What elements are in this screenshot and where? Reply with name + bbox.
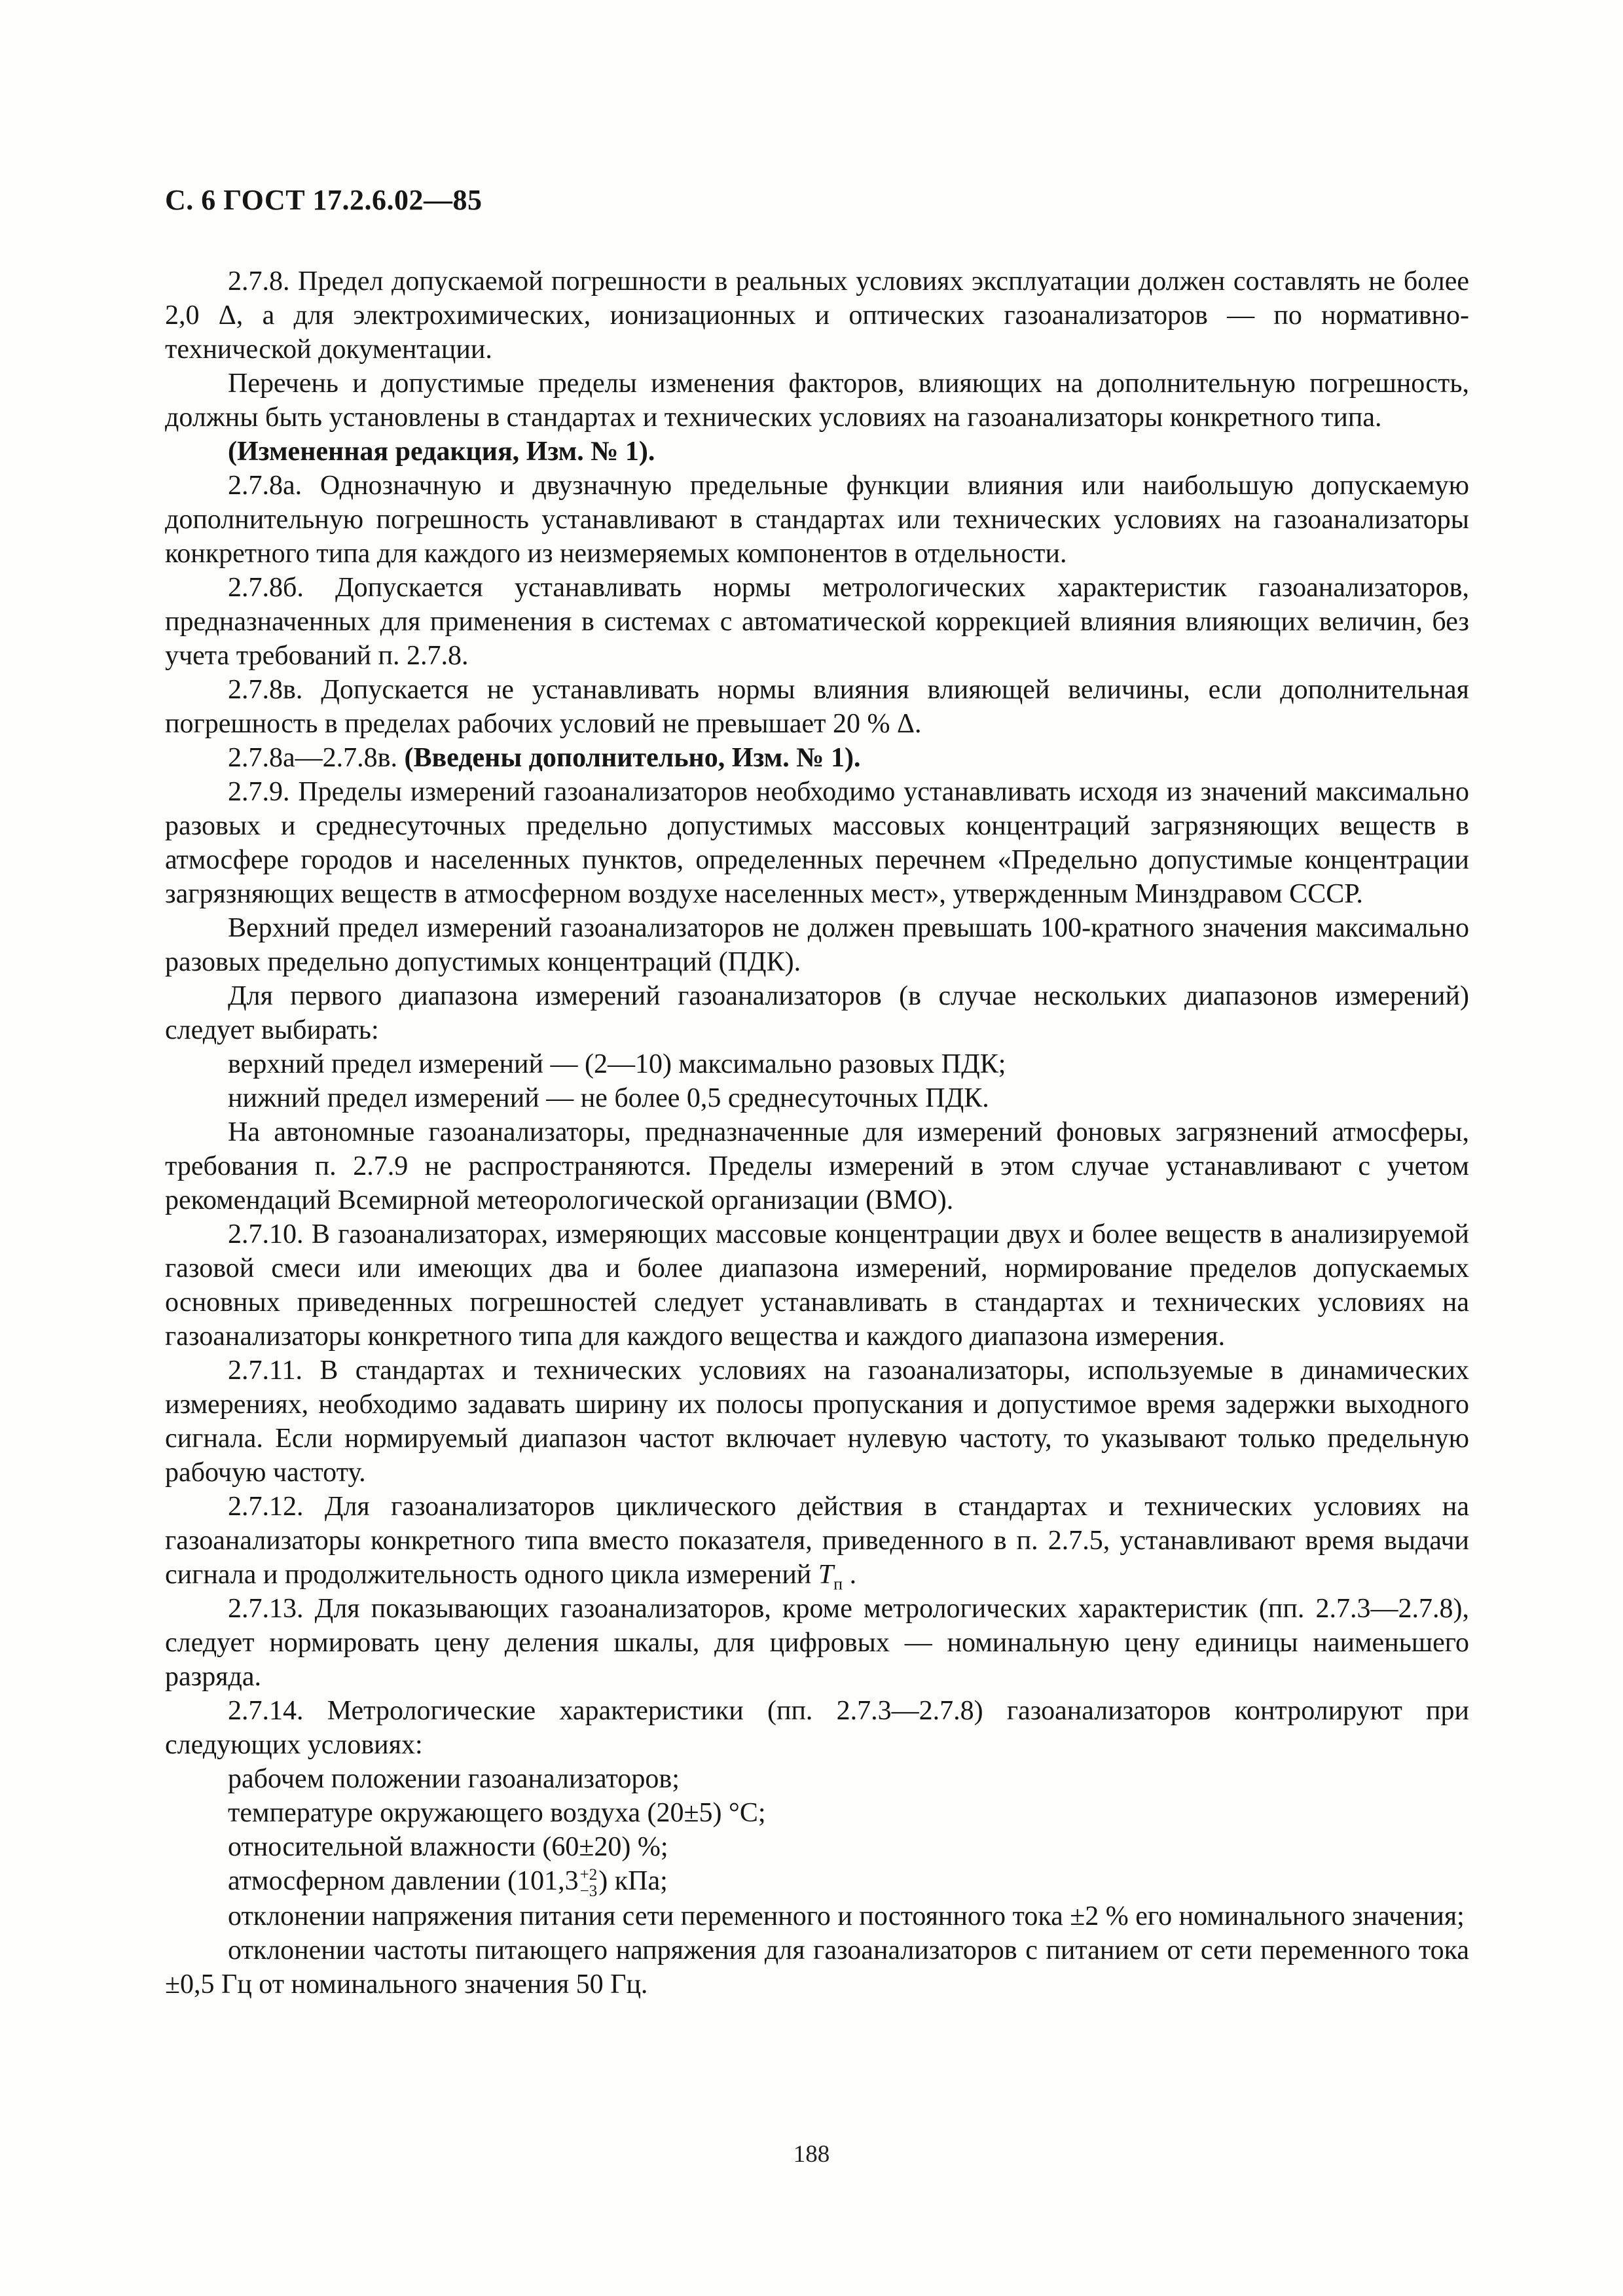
paragraph-first-range: Для первого диапазона измерений газоанализаторов (в случае нескольких диапазонов измерений) следует выбирать: <box>165 981 1469 1045</box>
text-run: 2.7.12. Для газоанализаторов циклического действия в стандартах и технических условиях на газоанализаторы конкретного типа вместо показателя, приведенного в п. 2.7.5, устанавливают время выдачи сигнала и продолжительность одного цикла измерений <box>165 1492 1469 1590</box>
condition-pressure <box>165 1864 1469 1899</box>
paragraph-2-7-11: 2.7.11. В стандартах и технических условиях на газоанализаторы, используемые в динамических измерениях, необходимо задавать ширину их полосы пропускания и допустимое время задержки выходного сигнала. Если нормируемый диапазон частот включает нулевую частоту, то указывают только предельную рабочую частоту. <box>165 1355 1469 1488</box>
text-run: . <box>843 1560 857 1590</box>
paragraph-2-7-10: 2.7.10. В газоанализаторах, измеряющих массовые концентрации двух и более веществ в анализируемой газовой смеси или имеющих два и более диапазона измерений, нормирование пределов допускаемых основных приведенных погрешностей следует устанавливать в стандартах и технических условиях на газоанализаторы конкретного типа для каждого вещества и каждого диапазона измерения. <box>165 1219 1469 1352</box>
document-body <box>165 264 1469 2001</box>
paragraph-factors-list: Перечень и допустимые пределы изменения факторов, влияющих на дополнительную погрешность, должны быть установлены в стандартах и технических условиях на газоанализаторы конкретного типа. <box>165 368 1469 433</box>
condition-voltage: отклонении напряжения питания сети переменного и постоянного тока ±2 % его номинального значения; <box>228 1901 1465 1932</box>
condition-frequency: отклонении частоты питающего напряжения для газоанализаторов с питанием от сети переменного тока ±0,5 Гц от номинального значения 50 Гц. <box>165 1935 1469 2000</box>
amendment-note-1: (Измененная редакция, Изм. № 1). <box>228 437 655 467</box>
paragraph-2-7-9: 2.7.9. Пределы измерений газоанализаторов необходимо устанавливать исходя из значений максимально разовых и среднесуточных предельно допустимых массовых концентраций загрязняющих веществ в атмосфере городов и населенных пунктов, определенных перечнем «Предельно допустимые концентрации загрязняющих веществ в атмосферном воздухе населенных мест», утвержденным Минздравом СССР. <box>165 777 1469 909</box>
text-run: ) кПа; <box>598 1866 668 1896</box>
condition-temperature: температуре окружающего воздуха (20±5) °С; <box>228 1798 766 1828</box>
variable-T-subscript: п <box>833 1574 843 1594</box>
paragraph-autonomous: На автономные газоанализаторы, предназначенные для измерений фоновых загрязнений атмосферы, требования п. 2.7.9 не распространяются. Пределы измерений в этом случае устанавливают с учетом рекомендаций Всемирной метеорологической организации (ВМО). <box>165 1117 1469 1215</box>
paragraph-2-7-8b: 2.7.8б. Допускается устанавливать нормы метрологических характеристик газоанализаторов, предназначенных для применения в системах с автоматической коррекцией влияния влияющих величин, без учета требований п. 2.7.8. <box>165 573 1469 671</box>
paragraph-2-7-14: 2.7.14. Метрологические характеристики (пп. 2.7.3—2.7.8) газоанализаторов контролируют при следующих условиях: <box>165 1696 1469 1760</box>
page-number: 188 <box>793 2141 830 2168</box>
variable-T: T <box>818 1560 834 1590</box>
pressure-tolerance-stack <box>580 1867 598 1899</box>
condition-humidity: относительной влажности (60±20) %; <box>228 1832 668 1862</box>
paragraph-2-7-13: 2.7.13. Для показывающих газоанализаторов, кроме метрологических характеристик (пп. 2.7.3—2.7.8), следует нормировать цену деления шкалы, для цифровых — номинальную цену единицы наименьшего разряда. <box>165 1594 1469 1692</box>
tolerance-lower: −3 <box>579 1882 598 1901</box>
condition-working-position: рабочем положении газоанализаторов; <box>228 1764 680 1794</box>
paragraph-2-7-12 <box>165 1490 1469 1592</box>
list-item-upper-limit: верхний предел измерений — (2—10) максимально разовых ПДК; <box>228 1049 1006 1079</box>
note-prefix: 2.7.8а—2.7.8в. <box>228 743 405 773</box>
tolerance-upper: +2 <box>579 1866 598 1884</box>
paragraph-2-7-8a: 2.7.8а. Однозначную и двузначную предельные функции влияния или наибольшую допускаемую дополнительную погрешность устанавливают в стандартах или технических условиях на газоанализаторы конкретного типа для каждого из неизмеряемых компонентов в отдельности. <box>165 471 1469 569</box>
list-item-lower-limit: нижний предел измерений — не более 0,5 среднесуточных ПДК. <box>228 1083 989 1113</box>
paragraph-2-7-8v: 2.7.8в. Допускается не устанавливать нормы влияния влияющей величины, если дополнительная погрешность в пределах рабочих условий не превышает 20 % Δ. <box>165 675 1469 739</box>
paragraph-2-7-8: 2.7.8. Предел допускаемой погрешности в реальных условиях эксплуатации должен составлять не более 2,0 Δ, а для электрохимических, ионизационных и оптических газоанализаторов — по нормативно-технической документации. <box>165 266 1469 365</box>
note-bold-text: (Введены дополнительно, Изм. № 1). <box>404 743 861 773</box>
page-header: С. 6 ГОСТ 17.2.6.02—85 <box>165 184 483 216</box>
paragraph-2-7-8a-v-note <box>165 741 1469 775</box>
text-run: атмосферном давлении (101,3 <box>228 1866 579 1896</box>
paragraph-upper-limit: Верхний предел измерений газоанализаторов не должен превышать 100-кратного значения максимально разовых предельно допустимых концентраций (ПДК). <box>165 913 1469 977</box>
